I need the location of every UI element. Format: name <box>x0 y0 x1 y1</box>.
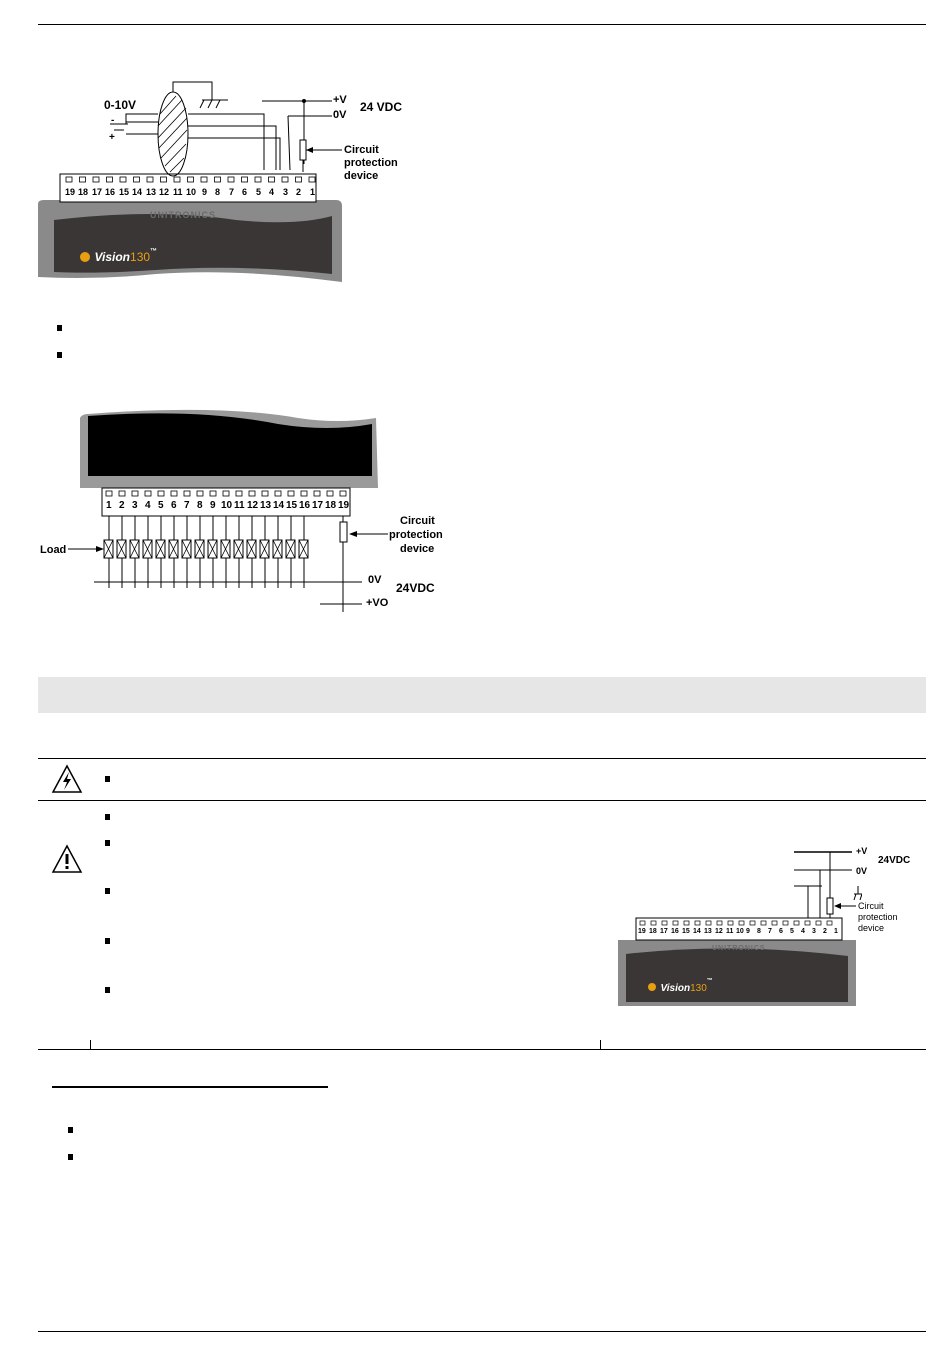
terminal-number: 11 <box>726 928 734 935</box>
product-logo <box>648 978 713 996</box>
terminal-number: 17 <box>312 500 324 511</box>
source-voltage-label: 0-10V <box>104 98 137 112</box>
heading-underline <box>52 1086 328 1088</box>
product-name: Vision <box>660 983 691 994</box>
bullet-marker <box>105 888 110 894</box>
terminal-number: 17 <box>660 928 668 935</box>
terminal-number: 4 <box>145 500 151 511</box>
supply-voltage-label: 24 VDC <box>360 100 403 114</box>
terminal-number: 9 <box>210 500 216 511</box>
pos-v-label: +V <box>333 94 347 106</box>
terminal-number: 7 <box>184 500 190 511</box>
section-header-band <box>38 677 926 713</box>
terminal-number: 1 <box>834 928 838 935</box>
zero-v-label: 0V <box>368 574 382 586</box>
product-logo <box>80 248 157 266</box>
exclamation-warning-icon <box>51 844 83 874</box>
terminal-number: 4 <box>801 928 805 935</box>
bullet-marker <box>105 776 110 782</box>
terminal-number: 11 <box>173 187 183 197</box>
pos-v-label: +V <box>856 846 868 856</box>
protection-label-line2: protection <box>858 912 898 922</box>
terminal-number: 15 <box>286 500 298 511</box>
terminal-number: 8 <box>197 500 203 511</box>
protection-label-line2: protection <box>389 529 443 541</box>
source-minus-label: - <box>111 115 115 126</box>
table-bottom-rule <box>38 1049 926 1050</box>
brand-logo: UNITRONICS <box>712 945 766 952</box>
terminal-number: 18 <box>325 500 337 511</box>
terminal-number: 17 <box>92 187 103 197</box>
bullet-marker <box>105 840 110 846</box>
terminal-number: 2 <box>296 187 302 197</box>
zero-v-label: 0V <box>333 109 347 121</box>
terminal-number: 12 <box>159 187 170 197</box>
bullet-marker <box>105 814 110 820</box>
supply-voltage-label: 24VDC <box>396 581 435 595</box>
terminal-number: 4 <box>269 187 275 197</box>
terminal-number: 12 <box>715 928 723 935</box>
terminal-number: 15 <box>682 928 690 935</box>
high-voltage-warning-icon <box>51 764 83 794</box>
protection-label-line3: device <box>344 170 379 182</box>
product-model: 130 <box>130 250 151 264</box>
ground-wire <box>173 82 212 100</box>
trademark: ™ <box>706 978 713 984</box>
terminal-number: 7 <box>229 187 235 197</box>
terminal-number: 3 <box>283 187 289 197</box>
terminal-number: 2 <box>823 928 827 935</box>
terminal-number: 1 <box>106 500 112 511</box>
zero-v-label: 0V <box>856 866 868 876</box>
analog-terminal-numbers <box>62 187 316 199</box>
protection-label-line3: device <box>400 543 435 555</box>
terminal-number: 6 <box>779 928 783 935</box>
terminal-number: 16 <box>671 928 679 935</box>
top-rule <box>38 24 926 25</box>
sun-icon <box>648 983 656 991</box>
product-name: Vision <box>94 250 131 264</box>
protection-label-line1: Circuit <box>344 144 379 156</box>
terminal-number: 13 <box>146 187 157 197</box>
sun-icon <box>80 252 90 262</box>
terminal-number: 14 <box>693 928 701 935</box>
source-plus-label: + <box>109 132 115 143</box>
output-terminal-numbers <box>104 500 354 512</box>
terminal-number: 12 <box>247 500 259 511</box>
fuse <box>340 522 347 542</box>
terminal-number: 9 <box>746 928 750 935</box>
brand-logo: UNITRONICS <box>150 210 216 220</box>
terminal-number: 11 <box>234 500 245 511</box>
bullet-marker <box>57 352 62 358</box>
terminal-number: 18 <box>649 928 657 935</box>
terminal-number: 8 <box>757 928 761 935</box>
terminal-number: 5 <box>790 928 794 935</box>
shield-hatch <box>158 96 187 172</box>
power-terminal-numbers <box>638 928 848 938</box>
terminal-number: 16 <box>299 500 311 511</box>
terminal-number: 5 <box>158 500 164 511</box>
terminal-number: 16 <box>105 187 116 197</box>
terminal-number: 7 <box>768 928 772 935</box>
terminal-number: 2 <box>119 500 125 511</box>
bullet-marker <box>68 1154 73 1160</box>
bullet-marker <box>68 1127 73 1133</box>
terminal-number: 5 <box>256 187 262 197</box>
terminal-number: 13 <box>260 500 272 511</box>
table-top-rule <box>38 758 926 759</box>
protection-label-line1: Circuit <box>858 901 884 911</box>
protection-label-line2: protection <box>344 157 398 169</box>
fuse <box>300 140 306 160</box>
terminal-number: 19 <box>338 500 350 511</box>
terminal-number: 9 <box>202 187 208 197</box>
terminal-number: 13 <box>704 928 712 935</box>
terminal-number: 19 <box>638 928 646 935</box>
terminal-number: 10 <box>221 500 233 511</box>
terminal-number: 10 <box>186 187 197 197</box>
fuse <box>827 898 833 914</box>
terminal-number: 3 <box>812 928 816 935</box>
vo-label: +VO <box>366 597 389 609</box>
load-label: Load <box>40 544 67 556</box>
terminal-number: 15 <box>119 187 130 197</box>
terminal-number: 6 <box>171 500 177 511</box>
bullet-marker <box>105 938 110 944</box>
product-model: 130 <box>690 983 707 994</box>
trademark: ™ <box>150 248 158 255</box>
terminal-number: 14 <box>273 500 285 511</box>
terminal-number: 18 <box>78 187 89 197</box>
table-column-divider <box>90 1040 91 1050</box>
terminal-number: 19 <box>65 187 76 197</box>
table-row-rule <box>38 800 926 801</box>
terminal-number: 1 <box>310 187 316 197</box>
terminal-number: 8 <box>215 187 221 197</box>
protection-label-line3: device <box>858 923 885 933</box>
protection-label-line1: Circuit <box>400 515 435 527</box>
terminal-number: 10 <box>736 928 744 935</box>
supply-voltage-label: 24VDC <box>878 855 911 866</box>
bullet-marker <box>57 325 62 331</box>
bottom-rule <box>38 1331 926 1332</box>
terminal-number: 3 <box>132 500 138 511</box>
table-column-divider <box>600 1040 601 1050</box>
terminal-number: 14 <box>132 187 143 197</box>
terminal-number: 6 <box>242 187 248 197</box>
bullet-marker <box>105 987 110 993</box>
